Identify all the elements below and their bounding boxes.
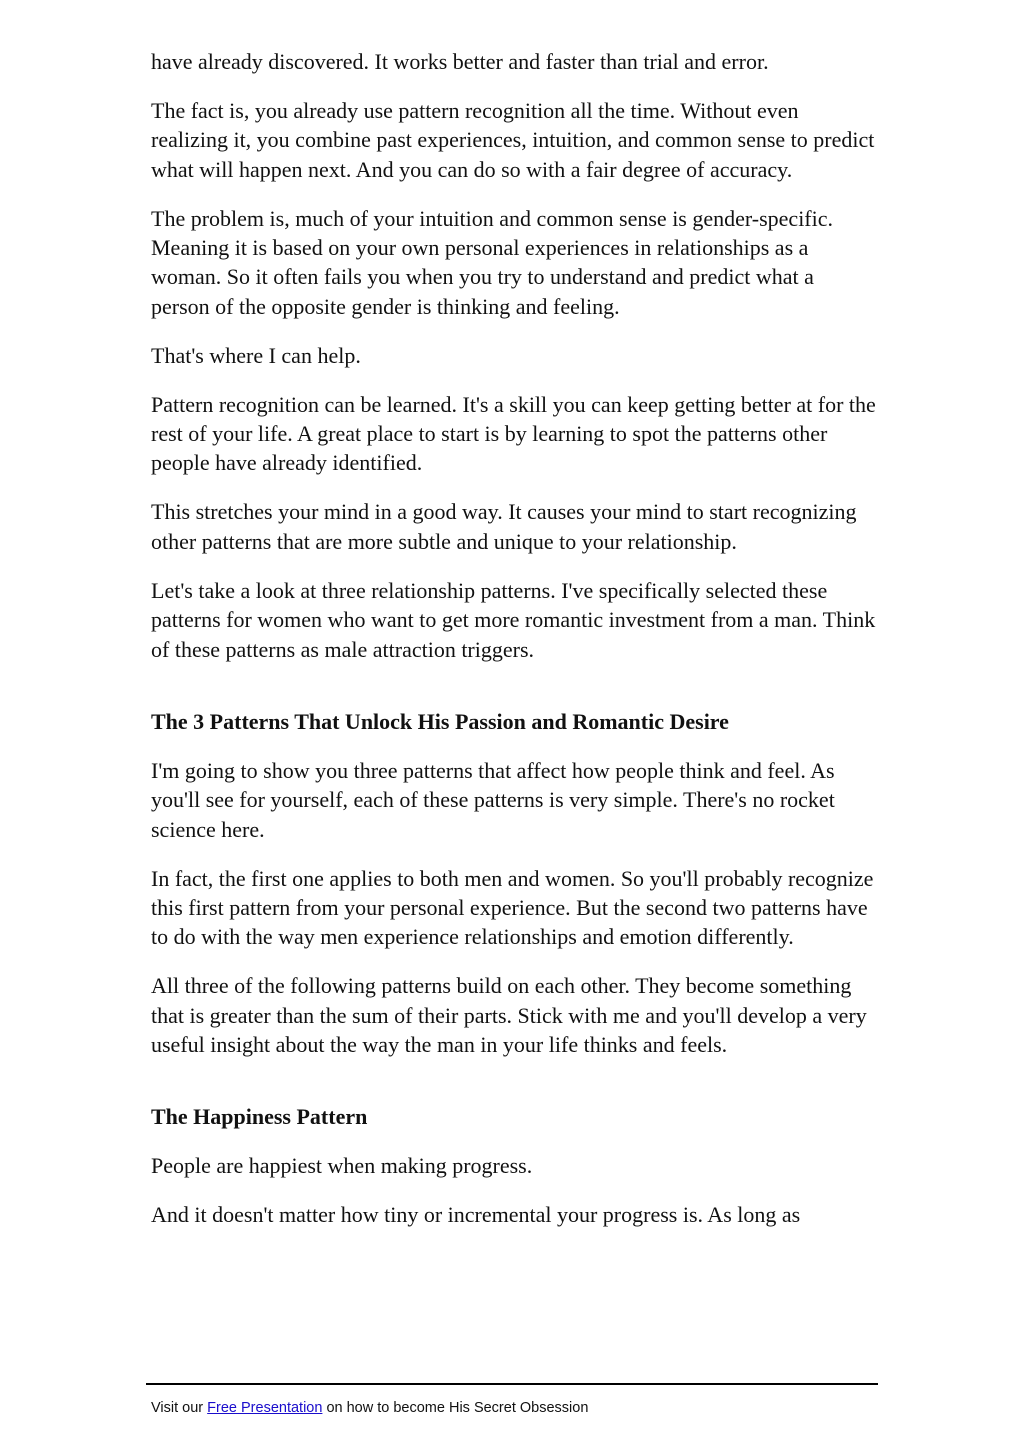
paragraph: Pattern recognition can be learned. It's a skill you can keep getting better at for the rest of your life. A great place to start is by learning to spot the patterns other people have already identified. [151,391,876,476]
paragraph: In fact, the first one applies to both men and women. So you'll probably recognize this first pattern from your personal experience. But the second two patterns have to do with the way men experience relationships and emotion differently. [151,865,874,950]
section-heading: The Happiness Pattern [151,1104,368,1130]
paragraph: That's where I can help. [151,342,361,368]
paragraph: Let's take a look at three relationship patterns. I've specifically selected these patterns for women who want to get more romantic investment from a man. Think of these patterns as male attraction triggers. [151,577,876,662]
footer-prefix: Visit our [151,1400,208,1416]
footer-divider [146,1383,878,1385]
paragraph: People are happiest when making progress. [151,1153,533,1179]
document-body [151,47,876,1249]
paragraph: I'm going to show you three patterns that affect how people think and feel. As you'll see for yourself, each of these patterns is very simple. There's no rocket science here. [151,757,835,842]
free-presentation-link[interactable]: Free Presentation [207,1400,323,1416]
footer-suffix: on how to become His Secret Obsession [322,1400,589,1416]
section-heading: The 3 Patterns That Unlock His Passion and Romantic Desire [151,708,729,734]
paragraph: All three of the following patterns build on each other. They become something that is greater than the sum of their parts. Stick with me and you'll develop a very useful insight about the way the man in your life thinks and feels. [151,973,867,1058]
paragraph: The problem is, much of your intuition and common sense is gender-specific. Meaning it is based on your own personal experiences in relationships as a woman. So it often fails you when you try to understand and predict what a person of the opposite gender is thinking and feeling. [151,205,834,319]
paragraph: The fact is, you already use pattern recognition all the time. Without even realizing it, you combine past experiences, intuition, and common sense to predict what will happen next. And you can do so with a fair degree of accuracy. [151,97,875,182]
paragraph: And it doesn't matter how tiny or incremental your progress is. As long as [151,1202,801,1228]
paragraph: have already discovered. It works better and faster than trial and error. [151,49,769,74]
paragraph: This stretches your mind in a good way. It causes your mind to start recognizing other patterns that are more subtle and unique to your relationship. [151,499,857,554]
footer [151,1399,588,1417]
